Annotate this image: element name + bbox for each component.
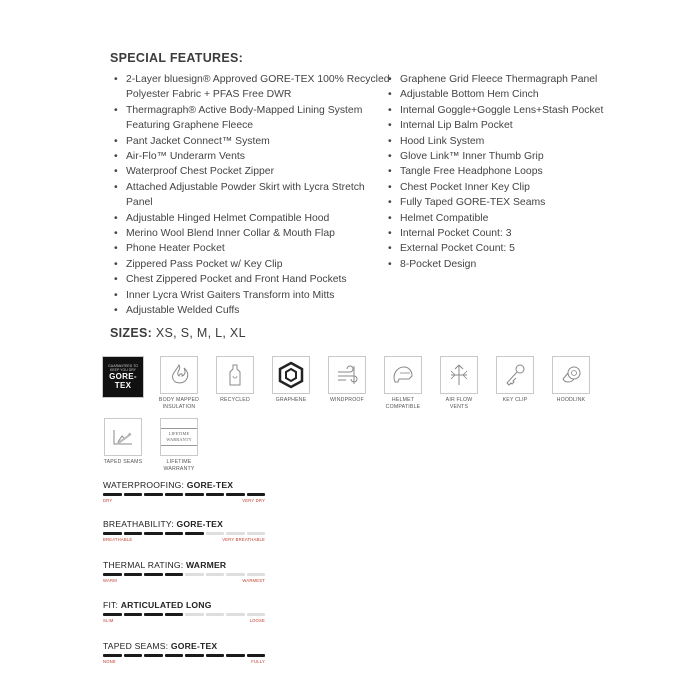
- feature-item: • Fully Taped GORE-TEX Seams: [386, 195, 616, 210]
- icon-caption: GRAPHENE: [275, 397, 307, 403]
- rating-low: DRY: [103, 498, 113, 504]
- rating-segment-filled: [165, 613, 184, 616]
- rating-bar: [103, 613, 265, 616]
- rating-high: FULLY: [251, 659, 265, 665]
- taped-seam-icon: [104, 418, 142, 456]
- gore-tex-tagline: GUARANTEED TO KEEP YOU DRY: [107, 364, 138, 372]
- feature-item: • Chest Zippered Pocket and Front Hand Pockets: [112, 272, 394, 287]
- flame-icon: [160, 356, 198, 394]
- rating-segment-empty: [247, 573, 266, 576]
- rating-fit: [103, 600, 265, 623]
- rating-segment-filled: [144, 613, 163, 616]
- sizes-values: XS, S, M, L, XL: [155, 326, 246, 340]
- rating-high: LOOSE: [249, 618, 265, 624]
- rating-segment-filled: [206, 493, 225, 496]
- rating-breathability: [103, 519, 265, 542]
- feature-item: • Hood Link System: [386, 134, 616, 149]
- rating-low: WARM: [103, 578, 117, 584]
- bottle-icon: [216, 356, 254, 394]
- rating-segment-filled: [165, 573, 184, 576]
- feature-item: • Chest Pocket Inner Key Clip: [386, 180, 616, 195]
- feature-item: • Adjustable Hinged Helmet Compatible Hood: [112, 211, 394, 226]
- rating-label: FIT: ARTICULATED LONG: [103, 600, 212, 610]
- windproof: [324, 356, 370, 404]
- feature-item: • Glove Link™ Inner Thumb Grip: [386, 149, 616, 164]
- rating-segment-empty: [226, 613, 245, 616]
- rating-bar: [103, 532, 265, 535]
- rating-segment-filled: [103, 573, 122, 576]
- rating-segment-filled: [144, 532, 163, 535]
- feature-item: • Graphene Grid Fleece Thermagraph Panel: [386, 72, 616, 87]
- warranty-badge-text: LIFETIME WARRANTY: [161, 428, 197, 446]
- rating-segment-empty: [206, 613, 225, 616]
- feature-item: • Helmet Compatible: [386, 211, 616, 226]
- key-clip: [492, 356, 538, 404]
- rating-segment-empty: [206, 573, 225, 576]
- rating-segment-filled: [103, 613, 122, 616]
- feature-item: • Pant Jacket Connect™ System: [112, 134, 394, 149]
- rating-high: VERY DRY: [242, 498, 265, 504]
- rating-low: NONE: [103, 659, 116, 665]
- feature-item: • Adjustable Welded Cuffs: [112, 303, 394, 318]
- feature-item: • Adjustable Bottom Hem Cinch: [386, 87, 616, 102]
- rating-segment-filled: [185, 493, 204, 496]
- sizes-label: SIZES:: [110, 326, 153, 340]
- sizes-line: [110, 326, 246, 340]
- rating-taped-seams: [103, 641, 265, 664]
- gore-tex-badge: [102, 356, 144, 398]
- feature-item: • Tangle Free Headphone Loops: [386, 164, 616, 179]
- feature-item: • Attached Adjustable Powder Skirt with Lycra Stretch Panel: [112, 180, 394, 211]
- recycled: [212, 356, 258, 404]
- rating-segment-filled: [144, 573, 163, 576]
- feature-item: • 8-Pocket Design: [386, 257, 616, 272]
- hexagon-icon: [272, 356, 310, 394]
- icon-caption: BODY MAPPED INSULATION: [158, 397, 200, 410]
- rating-segment-empty: [226, 532, 245, 535]
- rating-segment-filled: [226, 493, 245, 496]
- rating-low: SLIM: [103, 618, 114, 624]
- air-flow-vents: [436, 356, 482, 410]
- rating-high: WARMEST: [242, 578, 265, 584]
- feature-item: • 2-Layer bluesign® Approved GORE-TEX 100% Recycled Polyester Fabric + PFAS Free DWR: [112, 72, 394, 103]
- rating-segment-empty: [226, 573, 245, 576]
- features-list-left: [112, 72, 394, 319]
- rating-segment-filled: [144, 654, 163, 657]
- rating-segment-filled: [185, 654, 204, 657]
- rating-segment-filled: [124, 654, 143, 657]
- rating-segment-empty: [185, 613, 204, 616]
- rating-bar: [103, 573, 265, 576]
- rating-segment-filled: [165, 532, 184, 535]
- hood-roll-icon: [552, 356, 590, 394]
- vent-arrows-icon: [440, 356, 478, 394]
- rating-segment-filled: [165, 654, 184, 657]
- lifetime-warranty: [156, 418, 202, 472]
- rating-segment-filled: [247, 493, 266, 496]
- feature-item: • Internal Pocket Count: 3: [386, 226, 616, 241]
- helmet-icon: [384, 356, 422, 394]
- graphene: [268, 356, 314, 404]
- rating-segment-empty: [206, 532, 225, 535]
- rating-segment-empty: [185, 573, 204, 576]
- rating-segment-filled: [124, 532, 143, 535]
- icon-caption: LIFETIME WARRANTY: [163, 459, 195, 472]
- icon-caption: RECYCLED: [220, 397, 250, 403]
- rating-segment-filled: [226, 654, 245, 657]
- icon-caption: HOODLINK: [556, 397, 586, 403]
- feature-item: • Thermagraph® Active Body-Mapped Lining System Featuring Graphene Fleece: [112, 103, 394, 134]
- rating-segment-filled: [124, 613, 143, 616]
- helmet-compatible: [380, 356, 426, 410]
- wind-icon: [328, 356, 366, 394]
- hoodlink: [548, 356, 594, 404]
- icon-caption: AIR FLOW VENTS: [445, 397, 473, 410]
- icon-caption: TAPED SEAMS: [103, 459, 143, 465]
- icon-caption: KEY CLIP: [502, 397, 528, 403]
- feature-item: • Merino Wool Blend Inner Collar & Mouth Flap: [112, 226, 394, 241]
- rating-segment-filled: [185, 532, 204, 535]
- feature-item: • Inner Lycra Wrist Gaiters Transform into Mitts: [112, 288, 394, 303]
- key-icon: [496, 356, 534, 394]
- rating-label: THERMAL RATING: WARMER: [103, 560, 227, 570]
- feature-item: • Internal Lip Balm Pocket: [386, 118, 616, 133]
- rating-segment-filled: [103, 654, 122, 657]
- rating-label: WATERPROOFING: GORE-TEX: [103, 480, 234, 490]
- icon-caption: WINDPROOF: [329, 397, 365, 403]
- rating-label: BREATHABILITY: GORE-TEX: [103, 519, 224, 529]
- special-features-heading: SPECIAL FEATURES:: [110, 51, 244, 65]
- rating-segment-filled: [124, 573, 143, 576]
- feature-item: • External Pocket Count: 5: [386, 241, 616, 256]
- feature-item: • Waterproof Chest Pocket Zipper: [112, 164, 394, 179]
- rating-segment-empty: [247, 532, 266, 535]
- rating-segment-filled: [144, 493, 163, 496]
- gore-tex-logo: [100, 356, 146, 398]
- warranty-badge-icon: [160, 418, 198, 456]
- rating-bar: [103, 654, 265, 657]
- body-mapped-insulation: [156, 356, 202, 410]
- rating-low: BREATHABLE: [103, 537, 133, 543]
- feature-item: • Zippered Pass Pocket w/ Key Clip: [112, 257, 394, 272]
- rating-segment-filled: [103, 493, 122, 496]
- rating-thermal: [103, 560, 265, 583]
- rating-segment-filled: [124, 493, 143, 496]
- rating-segment-filled: [165, 493, 184, 496]
- rating-bar: [103, 493, 265, 496]
- rating-segment-filled: [206, 654, 225, 657]
- rating-label: TAPED SEAMS: GORE-TEX: [103, 641, 218, 651]
- rating-high: VERY BREATHABLE: [222, 537, 265, 543]
- icon-caption: HELMET COMPATIBLE: [385, 397, 421, 410]
- rating-waterproofing: [103, 480, 265, 503]
- rating-segment-empty: [247, 613, 266, 616]
- rating-segment-filled: [103, 532, 122, 535]
- gore-tex-wordmark: GORE-TEX: [109, 372, 137, 390]
- features-list-right: [386, 72, 616, 272]
- rating-segment-filled: [247, 654, 266, 657]
- feature-item: • Internal Goggle+Goggle Lens+Stash Pocket: [386, 103, 616, 118]
- taped-seams: [100, 418, 146, 466]
- feature-item: • Air-Flo™ Underarm Vents: [112, 149, 394, 164]
- feature-item: • Phone Heater Pocket: [112, 241, 394, 256]
